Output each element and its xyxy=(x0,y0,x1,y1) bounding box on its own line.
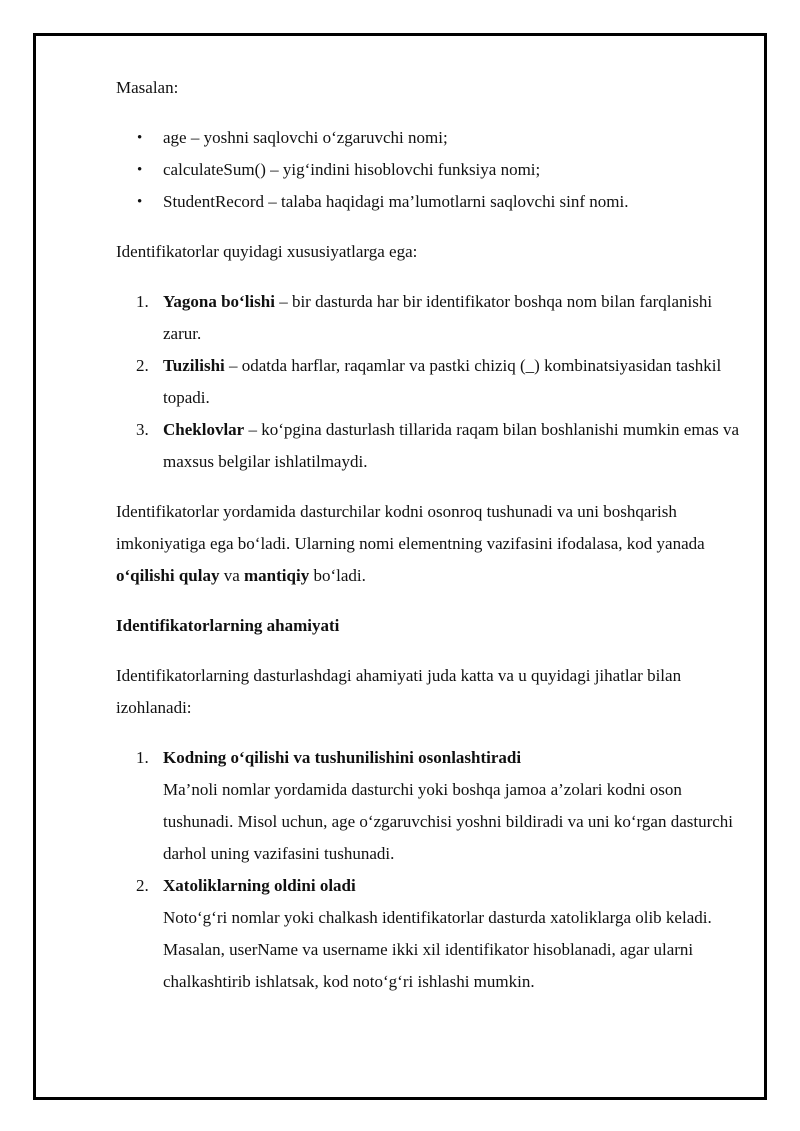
item-number: 2. xyxy=(136,356,149,375)
importance-intro: Identifikatorlarning dasturlashdagi ahamiyati juda katta va u quyidagi jihatlar bilan izohlanadi: xyxy=(116,666,682,717)
properties-intro: Identifikatorlar quyidagi xususiyatlarga ega: xyxy=(116,242,418,261)
summary-text: bo‘ladi. xyxy=(309,566,366,585)
list-item xyxy=(116,154,746,186)
list-item xyxy=(116,286,746,350)
bullet-icon: • xyxy=(137,130,143,146)
summary-bold: mantiqiy xyxy=(244,566,310,585)
masalan-label: Masalan: xyxy=(116,78,179,97)
importance-title: Xatoliklarning oldini oladi xyxy=(163,876,356,895)
summary-text: Identifikatorlar yordamida dasturchilar kodni osonroq tushunadi va uni boshqarish imkoniyatiga ega bo‘ladi. Ularning nomi elementning vazifasini ifodalasa, kod yanada xyxy=(116,502,705,553)
example-text: StudentRecord – talaba haqidagi ma’lumotlarni saqlovchi sinf nomi. xyxy=(163,192,629,211)
item-number: 3. xyxy=(136,420,149,439)
properties-list xyxy=(116,286,746,478)
examples-list xyxy=(116,122,746,218)
property-text: – bir dasturda har bir identifikator boshqa nom bilan farqlanishi zarur. xyxy=(163,292,713,343)
bullet-icon: • xyxy=(137,162,143,178)
property-term: Cheklovlar xyxy=(163,420,245,439)
importance-text: Noto‘g‘ri nomlar yoki chalkash identifikatorlar dasturda xatoliklarga olib keladi. Masalan, userName va username ikki xil identifikator hisoblanadi, agar ularni chalkashtirib ishlatsak, kod noto‘g‘ri ishlashi mumkin. xyxy=(163,908,712,991)
example-text: age – yoshni saqlovchi o‘zgaruvchi nomi; xyxy=(163,128,448,147)
summary-paragraph xyxy=(116,496,746,592)
list-item xyxy=(116,870,746,998)
list-item xyxy=(116,742,746,870)
list-item xyxy=(116,122,746,154)
importance-text: Ma’noli nomlar yordamida dasturchi yoki boshqa jamoa a’zolari kodni oson tushunadi. Misol uchun, age o‘zgaruvchisi yoshni bildiradi va uni ko‘rgan dasturchi darhol uning vazifasini tushunadi. xyxy=(163,780,734,863)
item-number: 1. xyxy=(136,748,149,767)
list-item xyxy=(116,414,746,478)
property-term: Yagona bo‘lishi xyxy=(163,292,275,311)
list-item xyxy=(116,350,746,414)
importance-list xyxy=(116,742,746,998)
summary-bold: o‘qilishi qulay xyxy=(116,566,220,585)
importance-title: Kodning o‘qilishi va tushunilishini osonlashtiradi xyxy=(163,748,522,767)
summary-text: va xyxy=(219,566,245,585)
item-number: 2. xyxy=(136,876,149,895)
bullet-icon: • xyxy=(137,194,143,210)
property-text: – odatda harflar, raqamlar va pastki chiziq (_) kombinatsiyasidan tashkil topadi. xyxy=(163,356,722,407)
property-text: – ko‘pgina dasturlash tillarida raqam bilan boshlanishi mumkin emas va maxsus belgilar ishlatilmaydi. xyxy=(163,420,740,471)
example-text: calculateSum() – yig‘indini hisoblovchi funksiya nomi; xyxy=(163,160,541,179)
item-number: 1. xyxy=(136,292,149,311)
list-item xyxy=(116,186,746,218)
property-term: Tuzilishi xyxy=(163,356,225,375)
section-heading: Identifikatorlarning ahamiyati xyxy=(116,616,340,635)
document-content xyxy=(116,72,746,1016)
